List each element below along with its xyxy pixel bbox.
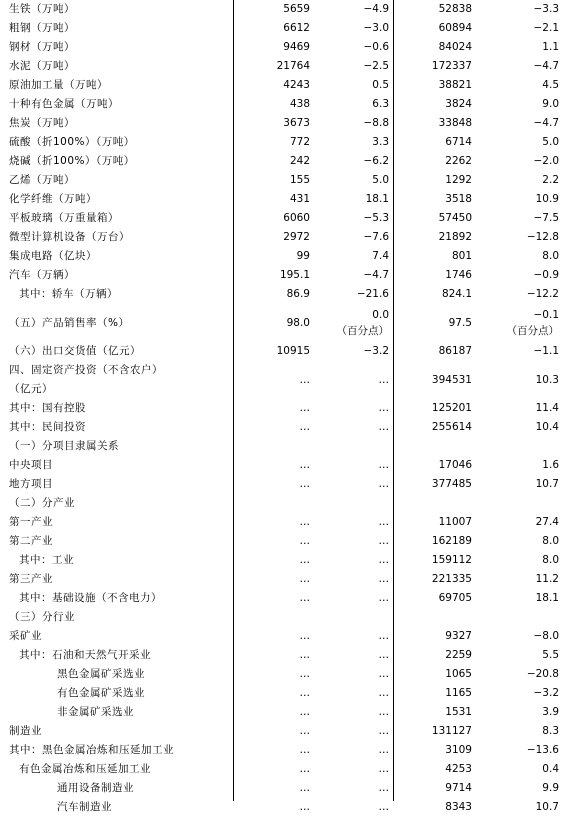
row-label: 微型计算机设备（万台） [9,231,130,243]
row-label: 汽车（万辆） [9,269,75,281]
row-label: 钢材（万吨） [9,41,75,53]
row-label-line: （亿元） [9,383,53,395]
table-row [0,456,569,475]
cumulative-value: 824.1 [441,288,472,300]
cumulative-growth: −2.0 [533,155,559,167]
cumulative-growth: −20.8 [526,668,559,680]
cumulative-growth: 1.6 [542,459,559,471]
table-row [0,152,569,171]
row-label: 化学纤维（万吨） [9,193,97,205]
month-growth: … [378,649,389,661]
month-growth: … [378,687,389,699]
row-label: 制造业 [9,725,42,737]
cumulative-growth: 10.7 [535,801,559,813]
cumulative-value: 255614 [431,421,472,433]
month-growth: −4.9 [363,3,389,15]
month-growth: … [378,535,389,547]
cumulative-value: 1065 [445,668,472,680]
table-row [0,760,569,779]
month-value: 772 [289,136,310,148]
month-value: 99 [296,250,310,262]
cumulative-growth: 8.0 [542,250,559,262]
month-growth: −21.6 [356,288,389,300]
month-growth: … [378,374,389,386]
month-value: 195.1 [279,269,310,281]
cumulative-growth: 1.1 [542,41,559,53]
table-row [0,475,569,494]
table-row [0,703,569,722]
cumulative-growth: 8.0 [542,554,559,566]
table-row [0,570,569,589]
row-label: 其中：工业 [19,554,74,566]
row-label: 焦炭（万吨） [9,117,75,129]
month-value: 155 [289,174,310,186]
month-value: … [299,744,310,756]
cumulative-value: 131127 [431,725,472,737]
month-growth: … [378,592,389,604]
table-row [0,418,569,437]
month-growth: … [378,782,389,794]
cumulative-growth: −4.7 [533,60,559,72]
month-growth: 18.1 [365,193,389,205]
month-growth: −4.7 [363,269,389,281]
cumulative-value: 1165 [445,687,472,699]
cumulative-value: 97.5 [448,317,472,329]
cumulative-growth: −3.3 [533,3,559,15]
cumulative-growth: 5.0 [542,136,559,148]
cumulative-value: 11007 [438,516,472,528]
row-label: 生铁（万吨） [9,3,75,15]
month-growth: … [378,554,389,566]
cumulative-value: 2262 [445,155,472,167]
row-label: 第三产业 [9,573,53,585]
cumulative-value: 21892 [438,231,472,243]
cumulative-value: 4253 [445,763,472,775]
row-label: 有色金属矿采选业 [57,687,145,699]
month-growth: … [378,706,389,718]
month-value [236,437,310,456]
cumulative-growth: −4.7 [533,117,559,129]
month-value [236,494,310,513]
cumulative-growth: 10.3 [535,374,559,386]
month-value: … [299,801,310,813]
table-row [0,494,569,513]
month-value: 6612 [283,22,310,34]
cumulative-value: 1531 [445,706,472,718]
table-row [0,304,569,342]
cumulative-value: 159112 [431,554,472,566]
cumulative-value: 801 [451,250,472,262]
month-value: … [299,459,310,471]
cumulative-growth: 10.9 [535,193,559,205]
table-row [0,95,569,114]
row-label: 粗钢（万吨） [9,22,75,34]
table-row [0,266,569,285]
month-growth: … [378,516,389,528]
cumulative-growth: 0.4 [542,763,559,775]
month-value: … [299,687,310,699]
month-growth: 0.5 [372,79,389,91]
month-growth: … [378,402,389,414]
month-growth: … [378,421,389,433]
cumulative-growth [475,437,559,456]
table-row [0,247,569,266]
month-value: … [299,763,310,775]
month-value: 3673 [283,117,310,129]
month-growth: −8.8 [363,117,389,129]
row-label: 硫酸（折100%）（万吨） [9,136,135,148]
table-row [0,190,569,209]
table-row [0,0,569,19]
row-label: （五）产品销售率（%） [9,317,130,329]
month-value: … [299,649,310,661]
month-value: 86.9 [286,288,310,300]
cumulative-growth: −3.2 [533,687,559,699]
cumulative-growth: 9.9 [542,782,559,794]
cumulative-growth: 3.9 [542,706,559,718]
month-growth [315,608,389,627]
month-value: … [299,592,310,604]
row-label: 采矿业 [9,630,42,642]
cumulative-value: 86187 [438,345,472,357]
cumulative-value: 57450 [438,212,472,224]
cumulative-growth: −13.6 [526,744,559,756]
month-growth: … [378,763,389,775]
table-row [0,114,569,133]
row-label: （一）分项目隶属关系 [9,440,119,452]
cumulative-value: 221335 [431,573,472,585]
month-growth: 5.0 [372,174,389,186]
cumulative-growth: 11.2 [535,573,559,585]
table-row [0,589,569,608]
cumulative-growth: 11.4 [535,402,559,414]
month-growth: … [378,801,389,813]
table-row [0,551,569,570]
table-row [0,399,569,418]
cumulative-growth: 2.2 [542,174,559,186]
table-row [0,285,569,304]
cumulative-value: 38821 [438,79,472,91]
month-value: 4243 [283,79,310,91]
cumulative-value: 377485 [431,478,472,490]
cumulative-growth: 10.7 [535,478,559,490]
row-label: 平板玻璃（万重量箱） [9,212,119,224]
cumulative-value [392,608,472,627]
row-label: 中央项目 [9,459,53,471]
month-value: … [299,630,310,642]
cumulative-growth: −7.5 [533,212,559,224]
month-growth: −0.6 [363,41,389,53]
month-value: … [299,668,310,680]
growth-unit: （百分点） [336,325,389,337]
month-value: … [299,516,310,528]
month-growth: −2.5 [363,60,389,72]
month-value: 2972 [283,231,310,243]
cumulative-growth: 8.3 [542,725,559,737]
month-growth: −3.2 [363,345,389,357]
cumulative-value: 3824 [445,98,472,110]
table-row [0,741,569,760]
row-label: 其中：石油和天然气开采业 [19,649,151,661]
row-label: 原油加工量（万吨） [9,79,108,91]
row-label: （二）分产业 [9,497,75,509]
month-value: … [299,421,310,433]
cumulative-growth [475,304,559,345]
cumulative-value: 3518 [445,193,472,205]
row-label: （六）出口交货值（亿元） [9,345,141,357]
table-row [0,722,569,741]
cumulative-growth [475,494,559,513]
row-label: 非金属矿采选业 [57,706,134,718]
cumulative-value: 52838 [438,3,472,15]
table-row [0,437,569,456]
table-row [0,19,569,38]
cumulative-growth: 18.1 [535,592,559,604]
month-growth: … [378,668,389,680]
cumulative-value: 9714 [445,782,472,794]
cumulative-value: 394531 [431,374,472,386]
cumulative-growth: 27.4 [535,516,559,528]
cumulative-growth: −2.1 [533,22,559,34]
row-label: 其中：国有控股 [9,402,86,414]
row-label-line: 四、固定资产投资（不含农户） [9,364,163,376]
cumulative-growth: −12.8 [526,231,559,243]
cumulative-value: 9327 [445,630,472,642]
table-row [0,228,569,247]
month-growth: −5.3 [363,212,389,224]
table-row [0,665,569,684]
month-value: 431 [289,193,310,205]
month-value: … [299,535,310,547]
row-label: 第二产业 [9,535,53,547]
table-row [0,209,569,228]
row-label: 有色金属冶炼和压延加工业 [19,763,151,775]
cumulative-value [392,494,472,513]
table-row [0,76,569,95]
row-label: 汽车制造业 [57,801,112,813]
month-growth: … [378,725,389,737]
month-value: 6060 [283,212,310,224]
cumulative-growth: 4.5 [542,79,559,91]
month-growth: … [378,459,389,471]
month-growth: … [378,744,389,756]
cumulative-value [392,437,472,456]
row-label: 烧碱（折100%）（万吨） [9,155,135,167]
cumulative-growth: 5.5 [542,649,559,661]
table-row [0,38,569,57]
table-row [0,171,569,190]
month-value: … [299,402,310,414]
month-value [236,608,310,627]
cumulative-value: 3109 [445,744,472,756]
row-label: 第一产业 [9,516,53,528]
cumulative-value: 1746 [445,269,472,281]
cumulative-growth [475,608,559,627]
month-value: … [299,706,310,718]
cumulative-value: 33848 [438,117,472,129]
table-row [0,779,569,798]
table-row [0,361,569,399]
row-label: 通用设备制造业 [57,782,134,794]
month-value: 98.0 [286,317,310,329]
month-growth: −7.6 [363,231,389,243]
row-label: 其中：轿车（万辆） [19,288,118,300]
row-label: 乙烯（万吨） [9,174,75,186]
cumulative-value: 17046 [438,459,472,471]
row-label: 十种有色金属（万吨） [9,98,119,110]
month-value: … [299,725,310,737]
row-label: 黑色金属矿采选业 [57,668,145,680]
table-row [0,608,569,627]
month-growth: … [378,573,389,585]
month-growth [315,304,389,345]
month-growth: … [378,630,389,642]
month-growth [315,494,389,513]
row-label: （三）分行业 [9,611,75,623]
month-value: 438 [289,98,310,110]
table-row [0,342,569,361]
table-row [0,513,569,532]
month-value: … [299,478,310,490]
row-label: 其中：民间投资 [9,421,86,433]
month-growth: −6.2 [363,155,389,167]
cumulative-growth: −1.1 [533,345,559,357]
row-label: 其中：黑色金属冶炼和压延加工业 [9,744,174,756]
month-growth: … [378,478,389,490]
row-label: 水泥（万吨） [9,60,75,72]
month-value: … [299,573,310,585]
month-value: 21764 [276,60,310,72]
month-growth [315,437,389,456]
cumulative-value: 125201 [431,402,472,414]
growth-value: −0.1 [533,309,559,321]
growth-unit: （百分点） [506,325,559,337]
table-row [0,646,569,665]
cumulative-value: 162189 [431,535,472,547]
row-label [9,361,229,399]
cumulative-growth: −0.9 [533,269,559,281]
table-row [0,57,569,76]
table-row [0,684,569,703]
cumulative-value: 84024 [438,41,472,53]
cumulative-growth: −8.0 [533,630,559,642]
month-growth: 3.3 [372,136,389,148]
month-value: … [299,782,310,794]
table-row [0,627,569,646]
cumulative-value: 8343 [445,801,472,813]
cumulative-growth: −12.2 [526,288,559,300]
growth-value: 0.0 [372,309,389,321]
month-value: 10915 [276,345,310,357]
cumulative-value: 172337 [431,60,472,72]
row-label: 其中：基础设施（不含电力） [19,592,162,604]
month-growth: −3.0 [363,22,389,34]
row-label: 地方项目 [9,478,53,490]
cumulative-value: 2259 [445,649,472,661]
month-value: 9469 [283,41,310,53]
cumulative-value: 69705 [438,592,472,604]
month-value: 5659 [283,3,310,15]
cumulative-growth: 10.4 [535,421,559,433]
month-value: … [299,374,310,386]
table-row [0,532,569,551]
month-value: … [299,554,310,566]
month-growth: 7.4 [372,250,389,262]
cumulative-growth: 9.0 [542,98,559,110]
cumulative-value: 60894 [438,22,472,34]
cumulative-growth: 8.0 [542,535,559,547]
month-value: 242 [289,155,310,167]
month-growth: 6.3 [372,98,389,110]
cumulative-value: 1292 [445,174,472,186]
cumulative-value: 6714 [445,136,472,148]
row-label: 集成电路（亿块） [9,250,97,262]
table-row [0,133,569,152]
